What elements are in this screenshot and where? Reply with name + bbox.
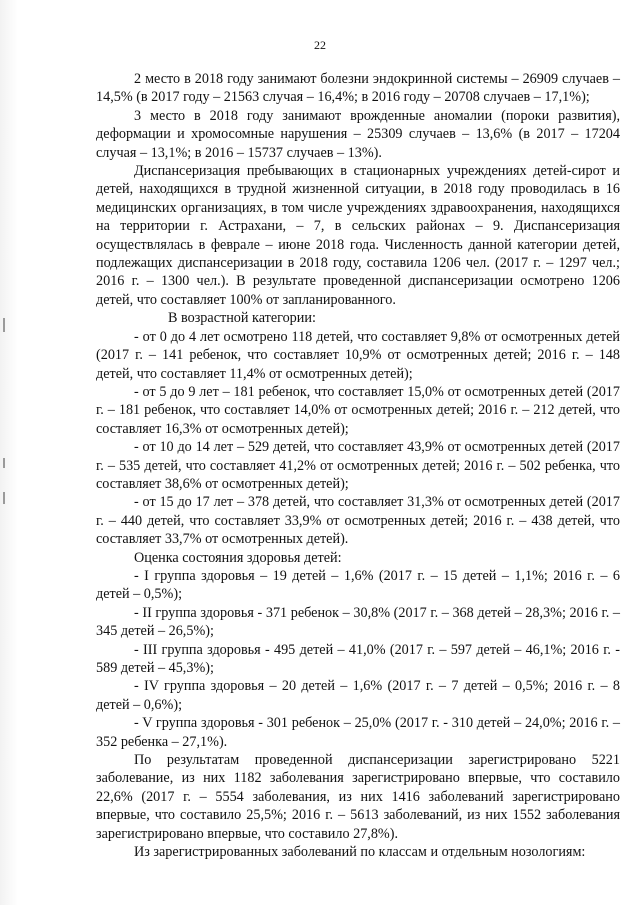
list-item-age-15-17: - от 15 до 17 лет – 378 детей, что составляет 31,3% от осмотренных детей (2017 г. – 440 детей, что составляет 33,9% от осмотренных детей; 2016 г. – 438 детей, что составляет 33,7% от осмотренных детей). (96, 494, 620, 548)
list-item-health-group-3: - III группа здоровья - 495 детей – 41,0% (2017 г. – 597 детей – 46,1%; 2016 г. - 589 детей – 45,3%); (96, 641, 620, 676)
document-body (96, 70, 620, 861)
scan-mark (3, 318, 5, 332)
list-item-health-group-1: - I группа здоровья – 19 детей – 1,6% (2017 г. – 15 детей – 1,1%; 2016 г. – 6 детей – 0,5%); (96, 567, 620, 603)
paragraph-anomalies: 3 место в 2018 году занимают врожденные аномалии (пороки развития), деформации и хромосомные нарушения – 25309 случаев – 13,6% (в 2017 – 17204 случая – 13,1%; в 2016 – 15737 случаев – 13%). (96, 107, 620, 161)
list-item-health-group-5: - V группа здоровья - 301 ребенок – 25,0% (2017 г. - 310 детей – 24,0%; 2016 г. – 352 ребенка – 27,1%). (96, 715, 620, 750)
scan-mark (3, 458, 5, 468)
age-category-heading: В возрастной категории: (168, 310, 316, 327)
scan-edge (0, 0, 18, 905)
list-item-age-0-4: - от 0 до 4 лет осмотрено 118 детей, что составляет 9,8% от осмотренных детей (2017 г. – 141 ребенок, что составляет 10,9% от осмотренных детей; 2016 г. – 148 детей, что составляет 11,4% от осмотренных детей); (96, 328, 620, 382)
paragraph-endocrine: 2 место в 2018 году занимают болезни эндокринной системы – 26909 случаев – 14,5% (в 2017 году – 21563 случая – 16,4%; в 2016 году – 20708 случаев – 17,1%); (96, 71, 620, 106)
list-item-age-10-14: - от 10 до 14 лет – 529 детей, что составляет 43,9% от осмотренных детей (2017 г. – 535 детей, что составляет 41,2% от осмотренных детей; 2016 г. – 502 ребенка, что составляет 38,6% от осмотренных детей); (96, 439, 620, 492)
paragraph-diseases-registered: По результатам проведенной диспансеризации зарегистрировано 5221 заболевание, из них 1182 заболевания зарегистрировано впервые, что составило 22,6% (2017 г. – 5554 заболевания, из них 1416 заболеваний зарегистрировано впервые, что составило 25,5%; 2016 г. – 5613 заболеваний, из них 1552 заболевания зарегистрировано впервые, что составило 27,8%). (96, 752, 620, 842)
scan-mark (3, 492, 5, 504)
list-item-health-group-2: - II группа здоровья - 371 ребенок – 30,8% (2017 г. – 368 детей – 28,3%; 2016 г. – 345 детей – 26,5%); (96, 604, 620, 640)
list-item-age-5-9: - от 5 до 9 лет – 181 ребенок, что составляет 15,0% от осмотренных детей (2017 г. – 181 ребенок, что составляет 14,0% от осмотренных детей; 2016 г. – 212 детей, что составляет 16,3% от осмотренных детей); (96, 383, 620, 437)
paragraph-by-class: Из зарегистрированных заболеваний по классам и отдельным нозологиям: (134, 844, 586, 861)
health-assessment-heading: Оценка состояния здоровья детей: (134, 549, 342, 566)
list-item-health-group-4: - IV группа здоровья – 20 детей – 1,6% (2017 г. – 7 детей – 0,5%; 2016 г. – 8 детей – 0,6%); (96, 678, 620, 713)
page-number: 22 (314, 38, 326, 52)
paragraph-dispensarization: Диспансеризация пребывающих в стационарных учреждениях детей-сирот и детей, находящихся в трудной жизненной ситуации, в 2018 году проводилась в 16 медицинских организациях, в том числе учреждениях здравоохранения, находящихся на территории г. Астрахани, – 7, в сельских районах – 9. Диспансеризация осуществлялась в феврале – июне 2018 года. Численность данной категории детей, подлежащих диспансеризации в 2018 году, составила 1206 чел. (2017 г. – 1297 чел.; 2016 г. – 1300 чел.). В результате проведенной диспансеризации осмотрено 1206 детей, что составляет 100% от запланированного. (96, 163, 620, 308)
